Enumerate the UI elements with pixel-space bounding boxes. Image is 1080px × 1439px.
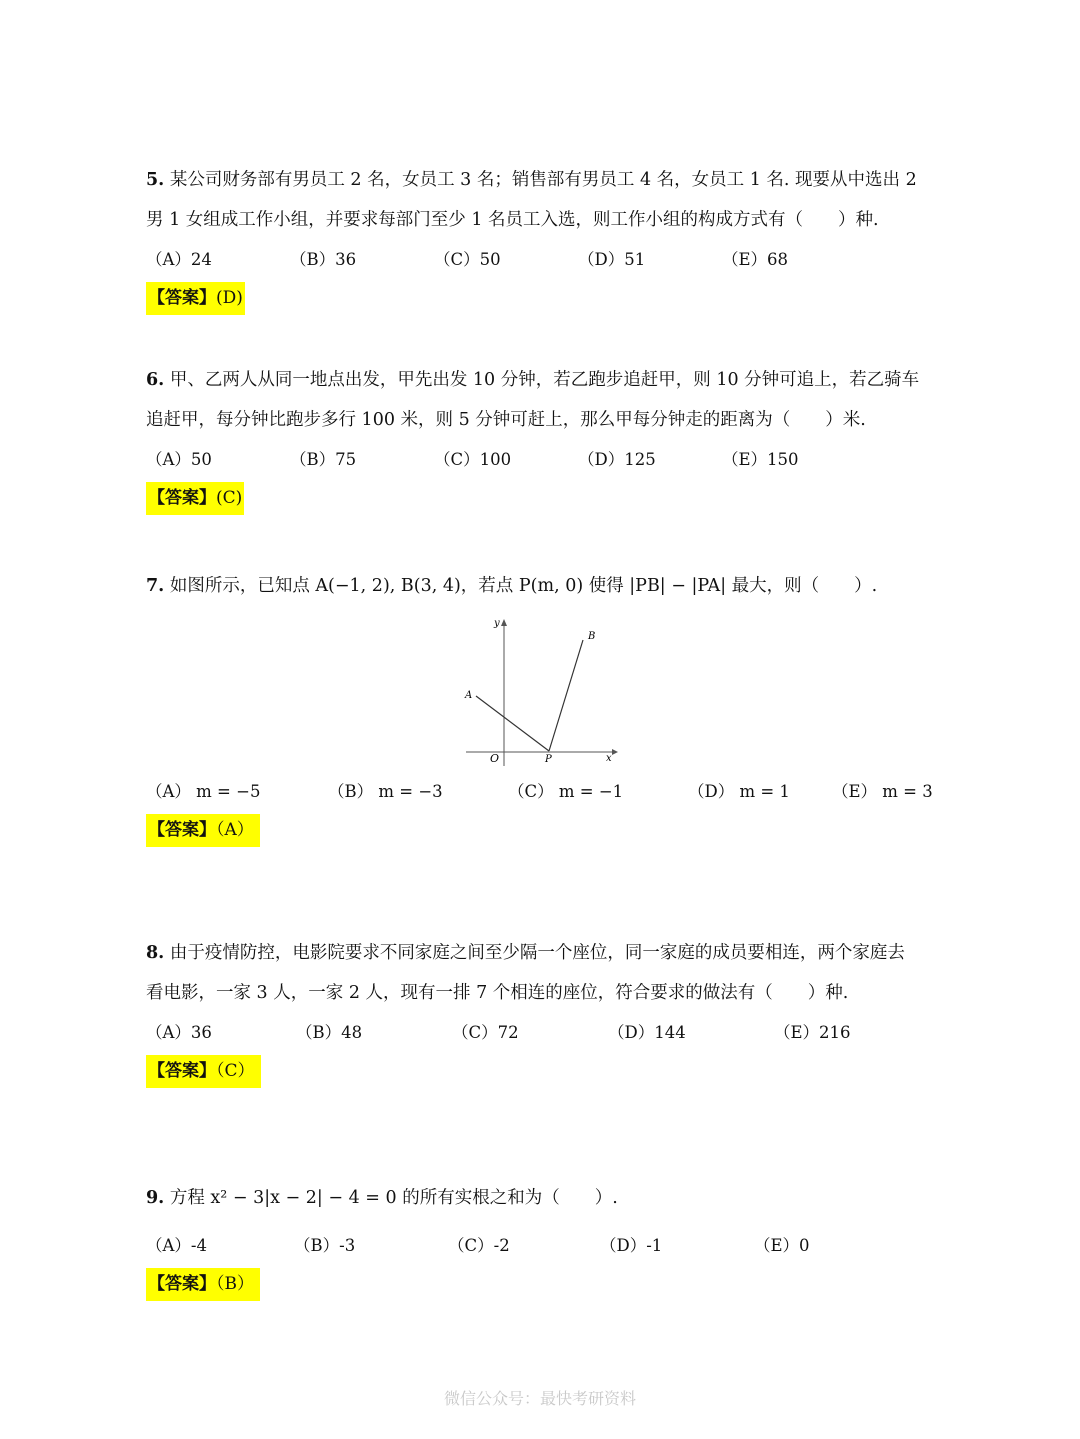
question-number: 5. bbox=[146, 170, 165, 190]
answer-tag: 【答案】 bbox=[148, 1274, 216, 1294]
option-d: （D）-1 bbox=[600, 1236, 663, 1255]
option-e: （E）216 bbox=[774, 1023, 851, 1042]
option-e: （E）68 bbox=[722, 250, 789, 269]
option-c: （C）50 bbox=[434, 250, 501, 269]
question-8-line-1 bbox=[146, 941, 905, 965]
y-axis-arrow bbox=[501, 619, 507, 626]
option-b: （B）-3 bbox=[294, 1236, 356, 1255]
option-c: （C）-2 bbox=[448, 1236, 510, 1255]
question-5-line-1 bbox=[146, 168, 917, 192]
answer-tag: 【答案】 bbox=[148, 1061, 216, 1081]
options-row bbox=[146, 780, 946, 804]
question-9-line-1 bbox=[146, 1186, 618, 1210]
question-text: 方程 x² − 3|x − 2| − 4 = 0 的所有实根之和为（ ）. bbox=[169, 1188, 618, 1208]
option-a: （A）50 bbox=[146, 450, 212, 469]
answer-tag: 【答案】 bbox=[148, 820, 216, 840]
point-b-label: B bbox=[588, 631, 596, 642]
question-text: 如图所示，已知点 A(−1, 2), B(3, 4)，若点 P(m, 0) 使得 |PB| − |PA| 最大，则（ ）. bbox=[169, 576, 878, 596]
question-8-line-2: 看电影，一家 3 人，一家 2 人，现有一排 7 个相连的座位，符合要求的做法有（ ）种. bbox=[146, 983, 849, 1003]
option-c: （C） m = −1 bbox=[508, 782, 624, 801]
option-d: （D）144 bbox=[608, 1023, 686, 1042]
option-b: （B） m = −3 bbox=[328, 782, 443, 801]
x-label: x bbox=[606, 753, 612, 764]
option-a: （A）-4 bbox=[146, 1236, 207, 1255]
options-row bbox=[146, 1021, 946, 1045]
point-p-label: P bbox=[545, 754, 552, 765]
segment-pb bbox=[549, 640, 583, 751]
question-6-line-1 bbox=[146, 368, 919, 392]
option-d: （D）125 bbox=[578, 450, 656, 469]
option-c: （C）100 bbox=[434, 450, 512, 469]
answer-value: (C) bbox=[216, 488, 243, 508]
option-c: （C）72 bbox=[452, 1023, 519, 1042]
option-b: （B）48 bbox=[296, 1023, 363, 1042]
answer-highlight bbox=[146, 1268, 260, 1301]
question-number: 9. bbox=[146, 1188, 165, 1208]
option-b: （B）75 bbox=[290, 450, 357, 469]
option-d: （D） m = 1 bbox=[688, 782, 790, 801]
question-text: 某公司财务部有男员工 2 名，女员工 3 名；销售部有男员工 4 名，女员工 1 名. 现要从中选出 2 bbox=[169, 170, 917, 190]
question-7-line-1 bbox=[146, 574, 877, 598]
y-label: y bbox=[494, 618, 500, 629]
question-6-line-2: 追赶甲，每分钟比跑步多行 100 米，则 5 分钟可赶上，那么甲每分钟走的距离为（ ）米. bbox=[146, 410, 866, 430]
option-d: （D）51 bbox=[578, 250, 646, 269]
option-e: （E）150 bbox=[722, 450, 799, 469]
answer-value: （A） bbox=[216, 820, 254, 840]
question-text: 甲、乙两人从同一地点出发，甲先出发 10 分钟，若乙跑步追赶甲，则 10 分钟可追上，若乙骑车 bbox=[169, 370, 920, 390]
question-number: 7. bbox=[146, 576, 165, 596]
option-b: （B）36 bbox=[290, 250, 357, 269]
option-a: （A） m = −5 bbox=[146, 782, 261, 801]
option-e: （E）0 bbox=[754, 1236, 810, 1255]
segment-pa bbox=[476, 696, 549, 751]
options-row bbox=[146, 248, 946, 272]
answer-tag: 【答案】 bbox=[148, 288, 216, 308]
answer-highlight bbox=[146, 814, 260, 847]
option-e: （E） m = 3 bbox=[832, 782, 933, 801]
options-row bbox=[146, 448, 946, 472]
option-a: （A）36 bbox=[146, 1023, 212, 1042]
origin-label: O bbox=[490, 752, 500, 765]
question-number: 8. bbox=[146, 943, 165, 963]
question-5-line-2: 男 1 女组成工作小组，并要求每部门至少 1 名员工入选，则工作小组的构成方式有（ ）种. bbox=[146, 210, 879, 230]
question-number: 6. bbox=[146, 370, 165, 390]
option-a: （A）24 bbox=[146, 250, 212, 269]
answer-tag: 【答案】 bbox=[148, 488, 216, 508]
x-axis-arrow bbox=[612, 749, 618, 755]
point-a-label: A bbox=[465, 690, 473, 701]
coordinate-figure bbox=[462, 616, 622, 768]
answer-highlight bbox=[146, 1055, 261, 1088]
answer-value: （C） bbox=[216, 1061, 255, 1081]
answer-value: （B） bbox=[216, 1274, 254, 1294]
answer-highlight bbox=[146, 482, 244, 515]
question-text: 由于疫情防控，电影院要求不同家庭之间至少隔一个座位，同一家庭的成员要相连，两个家庭去 bbox=[169, 943, 905, 963]
answer-value: (D) bbox=[216, 288, 243, 308]
options-row bbox=[146, 1234, 946, 1258]
answer-highlight bbox=[146, 282, 245, 315]
watermark: 微信公众号：最快考研资料 bbox=[443, 1389, 636, 1408]
figure-svg bbox=[462, 616, 622, 768]
